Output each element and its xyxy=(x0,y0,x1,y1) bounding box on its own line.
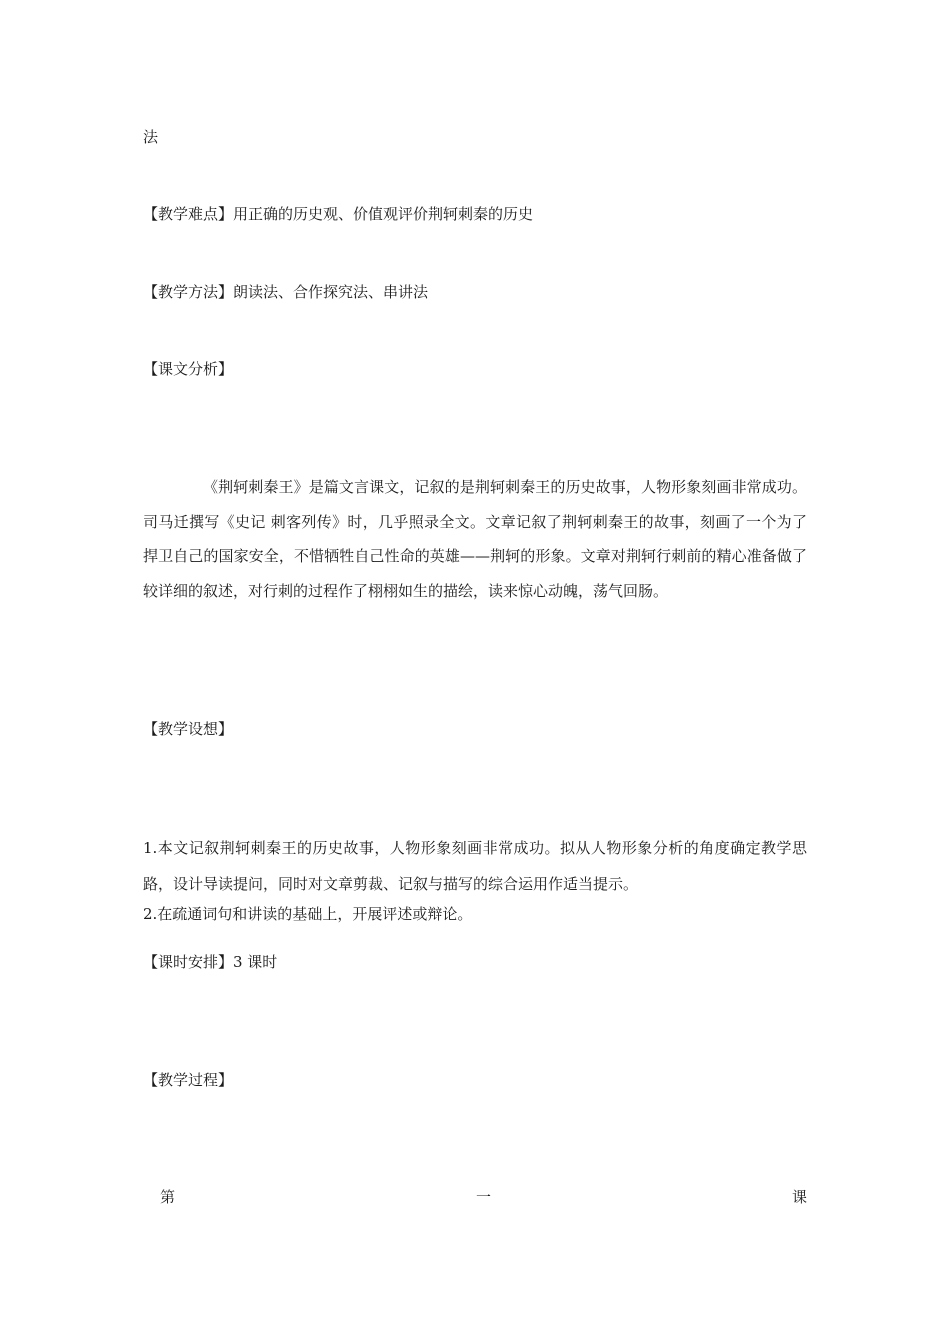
teaching-design-heading: 【教学设想】 xyxy=(143,720,234,738)
top-fragment-text: 法 xyxy=(143,128,159,146)
lesson-title-char-1: 第 xyxy=(160,1188,176,1206)
text-analysis-heading: 【课文分析】 xyxy=(143,360,234,378)
teaching-process-heading: 【教学过程】 xyxy=(143,1071,234,1089)
lesson-title-char-2: 一 xyxy=(475,1188,491,1206)
lesson-title-row xyxy=(160,1187,807,1207)
text-analysis-paragraph: 《荆轲刺秦王》是篇文言课文，记叙的是荆轲刺秦王的历史故事，人物形象刻画非常成功。司马迁撰写《史记 刺客列传》时，几乎照录全文。文章记叙了荆轲刺秦王的故事，刻画了一个为了捍卫自己的国家安全，不惜牺牲自己性命的英雄——荆轲的形象。文章对荆轲行刺前的精心准备做了较详细的叙述，对行刺的过程作了栩栩如生的描绘，读来惊心动魄，荡气回肠。 xyxy=(143,478,807,600)
lesson-title-char-3: 课 xyxy=(791,1188,807,1206)
class-schedule-line: 【课时安排】3 课时 xyxy=(143,953,278,971)
teaching-method-line: 【教学方法】朗读法、合作探究法、串讲法 xyxy=(143,283,429,301)
teaching-design-list xyxy=(143,830,807,924)
design-item-2: 2.在疏通词句和讲读的基础上，开展评述或辩论。 xyxy=(143,905,473,923)
teaching-difficulty-line: 【教学难点】用正确的历史观、价值观评价荆轲刺秦的历史 xyxy=(143,205,534,223)
design-item-1: 1.本文记叙荆轲刺秦王的历史故事，人物形象刻画非常成功。拟从人物形象分析的角度确定教学思路，设计导读提问，同时对文章剪裁、记叙与描写的综合运用作适当提示。 xyxy=(143,839,807,893)
